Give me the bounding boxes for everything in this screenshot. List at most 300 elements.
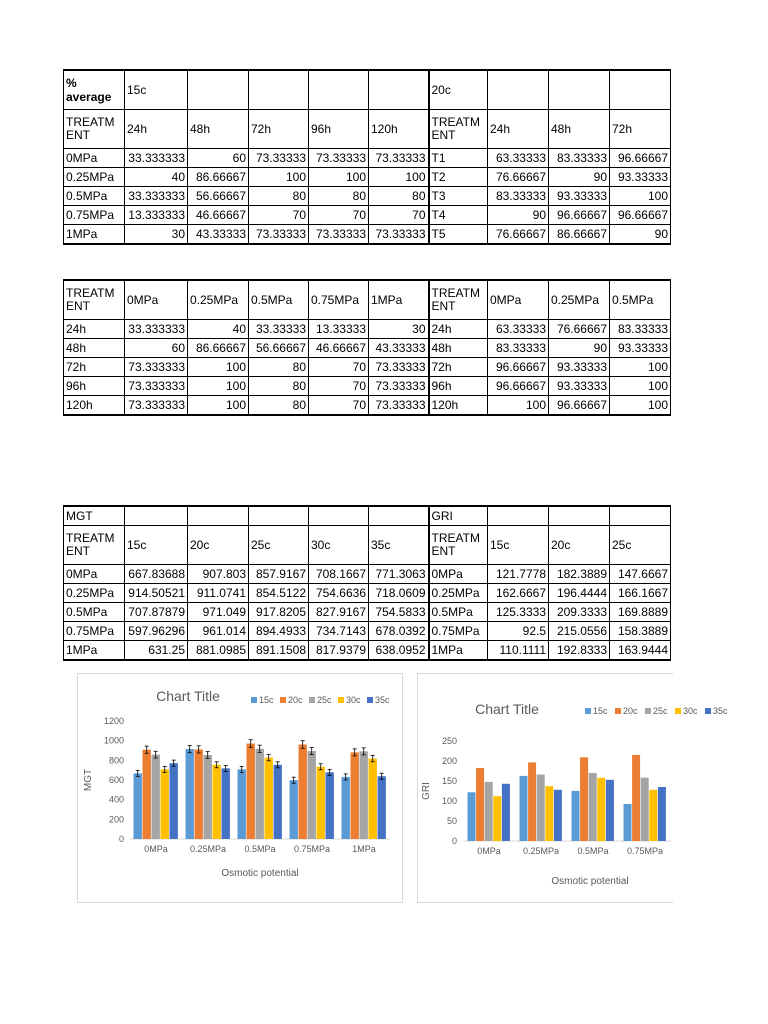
table-cell[interactable]: MGT bbox=[64, 506, 125, 526]
table-cell[interactable]: 817.9379 bbox=[309, 641, 369, 661]
bar bbox=[222, 768, 230, 839]
bar bbox=[641, 778, 649, 841]
treatment-by-time-table bbox=[63, 279, 671, 416]
table-cell[interactable]: 857.9167 bbox=[249, 565, 309, 584]
legend-label: 20c bbox=[623, 706, 638, 716]
table-cell[interactable]: 73.33333 bbox=[369, 225, 429, 245]
table-cell[interactable]: 120h bbox=[429, 396, 488, 416]
table-cell[interactable]: 72h bbox=[249, 110, 309, 149]
table-row bbox=[64, 584, 671, 603]
table-cell[interactable] bbox=[188, 70, 249, 110]
table-cell[interactable]: 73.333333 bbox=[125, 396, 188, 416]
table-row bbox=[64, 506, 671, 526]
table-cell[interactable]: 0MPa bbox=[64, 565, 125, 584]
table-cell[interactable]: 209.3333 bbox=[549, 603, 610, 622]
table-cell[interactable]: 80 bbox=[309, 187, 369, 206]
y-axis-title: MGT bbox=[83, 768, 94, 792]
table-cell[interactable]: TREATMENT bbox=[64, 110, 125, 149]
table-cell[interactable]: 0.25MPa bbox=[64, 584, 125, 603]
table-cell[interactable]: 73.33333 bbox=[369, 358, 429, 377]
table-cell[interactable]: 48h bbox=[549, 110, 610, 149]
table-cell[interactable]: 182.3889 bbox=[549, 565, 610, 584]
table-cell[interactable]: 917.8205 bbox=[249, 603, 309, 622]
table-cell[interactable]: 73.33333 bbox=[369, 149, 429, 168]
table-cell[interactable]: 93.33333 bbox=[549, 187, 610, 206]
legend-swatch bbox=[280, 697, 286, 703]
y-tick-label: 200 bbox=[108, 814, 124, 825]
table-cell[interactable]: 100 bbox=[488, 396, 549, 416]
table-cell[interactable]: 73.333333 bbox=[125, 377, 188, 396]
table-cell[interactable]: 100 bbox=[369, 168, 429, 187]
table-cell[interactable]: 73.33333 bbox=[369, 396, 429, 416]
legend-label: 35c bbox=[375, 695, 390, 705]
table-cell[interactable]: 48h bbox=[64, 339, 125, 358]
table-cell[interactable]: 73.33333 bbox=[249, 225, 309, 245]
table-row bbox=[64, 280, 671, 320]
table-cell[interactable]: 30 bbox=[125, 225, 188, 245]
table-cell[interactable] bbox=[188, 506, 249, 526]
bar bbox=[597, 778, 605, 841]
table-cell[interactable]: 73.33333 bbox=[309, 225, 369, 245]
table-cell[interactable]: 24h bbox=[429, 320, 488, 339]
bar bbox=[589, 773, 597, 841]
table-cell[interactable]: 734.7143 bbox=[309, 622, 369, 641]
table-row bbox=[64, 526, 671, 565]
table-cell[interactable]: 80 bbox=[249, 396, 309, 416]
table-cell[interactable]: 70 bbox=[309, 206, 369, 225]
table-cell[interactable]: TREATMENT bbox=[64, 526, 125, 565]
table-cell[interactable]: 96h bbox=[64, 377, 125, 396]
table-cell[interactable]: TREATMENT bbox=[429, 526, 488, 565]
table-cell[interactable]: 93.33333 bbox=[610, 168, 671, 187]
table-cell[interactable]: 96.66667 bbox=[610, 149, 671, 168]
bar bbox=[658, 787, 666, 841]
table-row bbox=[64, 225, 671, 245]
bar bbox=[580, 757, 588, 841]
table-cell[interactable]: 881.0985 bbox=[188, 641, 249, 661]
table-cell[interactable]: 92.5 bbox=[488, 622, 549, 641]
table-row bbox=[64, 149, 671, 168]
table-cell[interactable]: 90 bbox=[488, 206, 549, 225]
legend-label: 30c bbox=[683, 706, 698, 716]
bar bbox=[274, 765, 282, 839]
table-row bbox=[64, 377, 671, 396]
table-cell[interactable]: 93.33333 bbox=[610, 339, 671, 358]
bar bbox=[554, 790, 562, 841]
table-cell[interactable]: 86.66667 bbox=[188, 339, 249, 358]
x-tick-label: 0MPa bbox=[477, 846, 501, 856]
table-cell[interactable]: 72h bbox=[610, 110, 671, 149]
table-cell[interactable]: 56.66667 bbox=[249, 339, 309, 358]
table-cell[interactable]: 907.803 bbox=[188, 565, 249, 584]
chart-title: Chart Title bbox=[475, 701, 539, 717]
table-cell[interactable] bbox=[309, 70, 369, 110]
bar bbox=[256, 749, 264, 839]
table-cell[interactable]: 83.33333 bbox=[610, 320, 671, 339]
table-cell[interactable]: 0.5MPa bbox=[610, 280, 671, 320]
table-cell[interactable]: 0MPa bbox=[64, 149, 125, 168]
table-cell[interactable]: 63.33333 bbox=[488, 149, 549, 168]
legend-label: 15c bbox=[593, 706, 608, 716]
y-tick-label: 0 bbox=[451, 836, 457, 846]
bar bbox=[378, 776, 386, 839]
table-cell[interactable] bbox=[549, 506, 610, 526]
y-tick-label: 50 bbox=[446, 816, 457, 826]
bar bbox=[238, 769, 246, 839]
legend-swatch bbox=[367, 697, 373, 703]
table-cell[interactable]: 30 bbox=[369, 320, 429, 339]
bar bbox=[476, 768, 484, 841]
bar bbox=[468, 792, 476, 841]
table-cell[interactable]: 40 bbox=[188, 320, 249, 339]
legend-label: 15c bbox=[259, 695, 274, 705]
x-axis-title: Osmotic potential bbox=[221, 868, 299, 879]
table-cell[interactable]: 0.25MPa bbox=[64, 168, 125, 187]
table-cell[interactable] bbox=[488, 70, 549, 110]
table-cell[interactable]: 13.33333 bbox=[309, 320, 369, 339]
x-tick-label: 0.25MPa bbox=[522, 846, 560, 856]
table-cell[interactable]: 166.1667 bbox=[610, 584, 671, 603]
legend-swatch bbox=[705, 708, 711, 714]
table-cell[interactable]: T2 bbox=[429, 168, 488, 187]
table-cell[interactable]: 96.66667 bbox=[549, 206, 610, 225]
x-axis-title: Osmotic potential bbox=[551, 876, 629, 887]
table-cell[interactable]: 100 bbox=[249, 168, 309, 187]
table-cell[interactable]: 215.0556 bbox=[549, 622, 610, 641]
mgt-bar-chart bbox=[78, 674, 402, 902]
table-cell[interactable]: 20c bbox=[429, 70, 488, 110]
table-cell[interactable]: 46.66667 bbox=[188, 206, 249, 225]
legend-label: 25c bbox=[653, 706, 668, 716]
bar bbox=[152, 755, 160, 839]
table-cell[interactable]: 83.33333 bbox=[549, 149, 610, 168]
table-cell[interactable]: 678.0392 bbox=[369, 622, 429, 641]
table-cell[interactable] bbox=[369, 70, 429, 110]
table-row bbox=[64, 187, 671, 206]
table-cell[interactable]: 914.50521 bbox=[125, 584, 188, 603]
table-cell[interactable]: 1MPa bbox=[64, 641, 125, 661]
table-cell[interactable]: 86.66667 bbox=[188, 168, 249, 187]
germination-percentage-table bbox=[63, 69, 671, 245]
table-cell[interactable]: 100 bbox=[610, 358, 671, 377]
table-cell[interactable]: 96.66667 bbox=[610, 206, 671, 225]
table-cell[interactable]: TREATMENT bbox=[64, 280, 125, 320]
table-cell[interactable]: GRI bbox=[429, 506, 488, 526]
x-tick-label: 0.25MPa bbox=[189, 844, 227, 854]
x-tick-label: 0.5MPa bbox=[577, 846, 609, 856]
legend-label: 25c bbox=[317, 695, 332, 705]
table-cell[interactable]: 638.0952 bbox=[369, 641, 429, 661]
table-cell[interactable]: 0.75MPa bbox=[64, 206, 125, 225]
bar bbox=[485, 782, 493, 841]
table-cell[interactable]: 90 bbox=[549, 339, 610, 358]
table-cell[interactable]: 707.87879 bbox=[125, 603, 188, 622]
table-cell[interactable]: 72h bbox=[429, 358, 488, 377]
y-tick-label: 250 bbox=[441, 736, 457, 746]
table-cell[interactable]: 0.25MPa bbox=[188, 280, 249, 320]
table-cell[interactable]: 0.5MPa bbox=[64, 603, 125, 622]
bar bbox=[143, 750, 151, 839]
bar bbox=[545, 786, 553, 841]
bar bbox=[502, 784, 510, 841]
table-cell[interactable]: 754.5833 bbox=[369, 603, 429, 622]
table-cell[interactable]: TREATMENT bbox=[429, 110, 488, 149]
table-cell[interactable]: 24h bbox=[64, 320, 125, 339]
table-cell[interactable]: 1MPa bbox=[64, 225, 125, 245]
table-cell[interactable]: 70 bbox=[309, 377, 369, 396]
table-cell[interactable]: 196.4444 bbox=[549, 584, 610, 603]
table-cell[interactable]: 718.0609 bbox=[369, 584, 429, 603]
table-cell[interactable]: 120h bbox=[64, 396, 125, 416]
table-cell[interactable]: 162.6667 bbox=[488, 584, 549, 603]
table-cell[interactable]: 76.66667 bbox=[488, 225, 549, 245]
bar bbox=[134, 773, 142, 839]
bar bbox=[195, 749, 203, 839]
bar bbox=[161, 769, 169, 839]
table-cell[interactable] bbox=[249, 506, 309, 526]
legend-label: 30c bbox=[346, 695, 361, 705]
table-cell[interactable]: 56.66667 bbox=[188, 187, 249, 206]
table-cell[interactable]: 96h bbox=[429, 377, 488, 396]
table-cell[interactable]: T1 bbox=[429, 149, 488, 168]
table-cell[interactable]: 0MPa bbox=[429, 565, 488, 584]
bar bbox=[342, 777, 350, 839]
table-cell[interactable] bbox=[309, 506, 369, 526]
table-cell[interactable]: 0.75MPa bbox=[64, 622, 125, 641]
table-row bbox=[64, 339, 671, 358]
y-tick-label: 400 bbox=[108, 794, 124, 805]
table-cell[interactable]: 100 bbox=[188, 377, 249, 396]
bar bbox=[351, 752, 359, 839]
table-cell[interactable]: 0.5MPa bbox=[249, 280, 309, 320]
table-cell[interactable]: TREATMENT bbox=[429, 280, 488, 320]
table-cell[interactable]: 0.75MPa bbox=[429, 622, 488, 641]
table-cell[interactable]: 83.33333 bbox=[488, 339, 549, 358]
table-cell[interactable]: 72h bbox=[64, 358, 125, 377]
x-tick-label: 1MPa bbox=[352, 844, 376, 854]
table-cell[interactable]: 73.33333 bbox=[309, 149, 369, 168]
table-cell[interactable]: 597.96296 bbox=[125, 622, 188, 641]
bar bbox=[649, 790, 657, 841]
y-tick-label: 0 bbox=[118, 834, 124, 844]
table-cell[interactable]: 0MPa bbox=[125, 280, 188, 320]
table-cell[interactable]: 70 bbox=[249, 206, 309, 225]
table-cell[interactable]: 48h bbox=[188, 110, 249, 149]
table-cell[interactable]: 46.66667 bbox=[309, 339, 369, 358]
table-cell[interactable]: 667.83688 bbox=[125, 565, 188, 584]
table-cell[interactable]: 894.4933 bbox=[249, 622, 309, 641]
table-cell[interactable]: 110.1111 bbox=[488, 641, 549, 661]
table-cell[interactable]: 100 bbox=[188, 396, 249, 416]
table-cell[interactable]: 15c bbox=[125, 526, 188, 565]
bar bbox=[265, 758, 273, 839]
table-cell[interactable]: 631.25 bbox=[125, 641, 188, 661]
x-tick-label: 0.75MPa bbox=[293, 844, 331, 854]
bar bbox=[308, 751, 316, 839]
table-cell[interactable]: 43.33333 bbox=[369, 339, 429, 358]
mgt-chart-panel[interactable] bbox=[77, 673, 403, 903]
table-row bbox=[64, 110, 671, 149]
table-cell[interactable]: T4 bbox=[429, 206, 488, 225]
table-row bbox=[64, 168, 671, 187]
table-cell[interactable] bbox=[249, 70, 309, 110]
table-cell[interactable] bbox=[369, 506, 429, 526]
table-cell[interactable]: 708.1667 bbox=[309, 565, 369, 584]
table-cell[interactable]: 961.014 bbox=[188, 622, 249, 641]
table-cell[interactable]: 100 bbox=[610, 187, 671, 206]
table-cell[interactable]: 15c bbox=[488, 526, 549, 565]
table-cell[interactable] bbox=[549, 70, 610, 110]
table-cell[interactable]: 1MPa bbox=[429, 641, 488, 661]
table-cell[interactable]: 827.9167 bbox=[309, 603, 369, 622]
table-cell[interactable]: 158.3889 bbox=[610, 622, 671, 641]
y-tick-label: 1200 bbox=[103, 716, 124, 726]
x-tick-label: 0MPa bbox=[144, 844, 168, 854]
table-cell[interactable]: % average bbox=[64, 70, 125, 110]
table-cell[interactable]: 163.9444 bbox=[610, 641, 671, 661]
table-cell[interactable]: 83.33333 bbox=[488, 187, 549, 206]
table-cell[interactable]: 76.66667 bbox=[549, 320, 610, 339]
table-cell[interactable]: 24h bbox=[488, 110, 549, 149]
table-cell[interactable]: 100 bbox=[309, 168, 369, 187]
bar bbox=[317, 767, 325, 839]
table-cell[interactable]: 121.7778 bbox=[488, 565, 549, 584]
table-cell[interactable] bbox=[610, 506, 671, 526]
table-cell[interactable]: 73.33333 bbox=[249, 149, 309, 168]
table-cell[interactable]: 1MPa bbox=[369, 280, 429, 320]
table-cell[interactable]: 20c bbox=[549, 526, 610, 565]
table-cell[interactable]: 90 bbox=[610, 225, 671, 245]
table-cell[interactable]: 80 bbox=[249, 187, 309, 206]
table-cell[interactable]: 96.66667 bbox=[488, 377, 549, 396]
table-cell[interactable]: 0.25MPa bbox=[549, 280, 610, 320]
table-cell[interactable]: 100 bbox=[188, 358, 249, 377]
table-cell[interactable]: 0.25MPa bbox=[429, 584, 488, 603]
table-cell[interactable]: 73.333333 bbox=[125, 358, 188, 377]
table-cell[interactable] bbox=[125, 506, 188, 526]
bar bbox=[186, 749, 194, 839]
table-cell[interactable] bbox=[610, 70, 671, 110]
table-cell[interactable]: 63.33333 bbox=[488, 320, 549, 339]
table-cell[interactable]: 771.3063 bbox=[369, 565, 429, 584]
table-cell[interactable]: 854.5122 bbox=[249, 584, 309, 603]
table-cell[interactable]: 0.5MPa bbox=[429, 603, 488, 622]
table-cell[interactable]: 169.8889 bbox=[610, 603, 671, 622]
table-cell[interactable]: 20c bbox=[188, 526, 249, 565]
table-cell[interactable]: 33.33333 bbox=[249, 320, 309, 339]
table-cell[interactable]: 48h bbox=[429, 339, 488, 358]
table-cell[interactable]: 15c bbox=[125, 70, 188, 110]
table-cell[interactable]: 125.3333 bbox=[488, 603, 549, 622]
table-cell[interactable] bbox=[488, 506, 549, 526]
legend-swatch bbox=[675, 708, 681, 714]
y-tick-label: 100 bbox=[441, 796, 457, 806]
table-cell[interactable]: 35c bbox=[369, 526, 429, 565]
table-cell[interactable]: 25c bbox=[249, 526, 309, 565]
table-cell[interactable]: 0.5MPa bbox=[64, 187, 125, 206]
table-cell[interactable]: 96h bbox=[309, 110, 369, 149]
y-tick-label: 1000 bbox=[103, 735, 124, 746]
table-cell[interactable]: 70 bbox=[309, 358, 369, 377]
legend-label: 35c bbox=[713, 706, 728, 716]
table-cell[interactable]: 96.66667 bbox=[488, 358, 549, 377]
table-cell[interactable]: 73.33333 bbox=[369, 377, 429, 396]
table-cell[interactable]: 70 bbox=[369, 206, 429, 225]
table-cell[interactable]: 96.66667 bbox=[549, 396, 610, 416]
table-row bbox=[64, 565, 671, 584]
table-cell[interactable]: 33.333333 bbox=[125, 149, 188, 168]
legend-swatch bbox=[251, 697, 257, 703]
table-cell[interactable]: 911.0741 bbox=[188, 584, 249, 603]
table-cell[interactable]: 76.66667 bbox=[488, 168, 549, 187]
gri-bar-chart bbox=[418, 674, 728, 902]
table-cell[interactable]: 100 bbox=[610, 377, 671, 396]
bar bbox=[572, 791, 580, 841]
table-cell[interactable]: T5 bbox=[429, 225, 488, 245]
table-cell[interactable]: 90 bbox=[549, 168, 610, 187]
table-cell[interactable]: 33.333333 bbox=[125, 187, 188, 206]
table-row bbox=[64, 622, 671, 641]
table-cell[interactable]: 971.049 bbox=[188, 603, 249, 622]
bar bbox=[360, 751, 368, 839]
table-row bbox=[64, 70, 671, 110]
table-row bbox=[64, 603, 671, 622]
table-cell[interactable]: 13.333333 bbox=[125, 206, 188, 225]
table-cell[interactable]: 93.33333 bbox=[549, 377, 610, 396]
table-cell[interactable]: 60 bbox=[125, 339, 188, 358]
table-row bbox=[64, 320, 671, 339]
bar bbox=[213, 765, 221, 839]
bar bbox=[170, 763, 178, 839]
table-cell[interactable]: T3 bbox=[429, 187, 488, 206]
table-cell[interactable]: 891.1508 bbox=[249, 641, 309, 661]
table-cell[interactable]: 60 bbox=[188, 149, 249, 168]
bar bbox=[632, 755, 640, 841]
bar bbox=[204, 755, 212, 839]
legend-swatch bbox=[585, 708, 591, 714]
table-cell[interactable]: 33.333333 bbox=[125, 320, 188, 339]
table-cell[interactable]: 147.6667 bbox=[610, 565, 671, 584]
table-cell[interactable]: 80 bbox=[249, 358, 309, 377]
table-cell[interactable]: 40 bbox=[125, 168, 188, 187]
y-tick-label: 600 bbox=[108, 775, 124, 785]
bar bbox=[247, 744, 255, 839]
table-cell[interactable]: 100 bbox=[610, 396, 671, 416]
bar bbox=[520, 776, 528, 841]
table-cell[interactable]: 120h bbox=[369, 110, 429, 149]
bar bbox=[299, 745, 307, 839]
table-cell[interactable]: 43.33333 bbox=[188, 225, 249, 245]
table-cell[interactable]: 24h bbox=[125, 110, 188, 149]
mgt-gri-table bbox=[63, 505, 671, 661]
table-cell[interactable]: 30c bbox=[309, 526, 369, 565]
table-cell[interactable]: 754.6636 bbox=[309, 584, 369, 603]
table-cell[interactable]: 0MPa bbox=[488, 280, 549, 320]
table-cell[interactable]: 80 bbox=[249, 377, 309, 396]
table-cell[interactable]: 93.33333 bbox=[549, 358, 610, 377]
table-cell[interactable]: 25c bbox=[610, 526, 671, 565]
bar bbox=[528, 762, 536, 841]
table-cell[interactable]: 80 bbox=[369, 187, 429, 206]
table-cell[interactable]: 0.75MPa bbox=[309, 280, 369, 320]
table-cell[interactable]: 192.8333 bbox=[549, 641, 610, 661]
table-cell[interactable]: 86.66667 bbox=[549, 225, 610, 245]
legend-label: 20c bbox=[288, 695, 303, 705]
gri-chart-panel[interactable] bbox=[417, 673, 728, 903]
table-cell[interactable]: 70 bbox=[309, 396, 369, 416]
legend-swatch bbox=[645, 708, 651, 714]
y-tick-label: 200 bbox=[441, 756, 457, 766]
